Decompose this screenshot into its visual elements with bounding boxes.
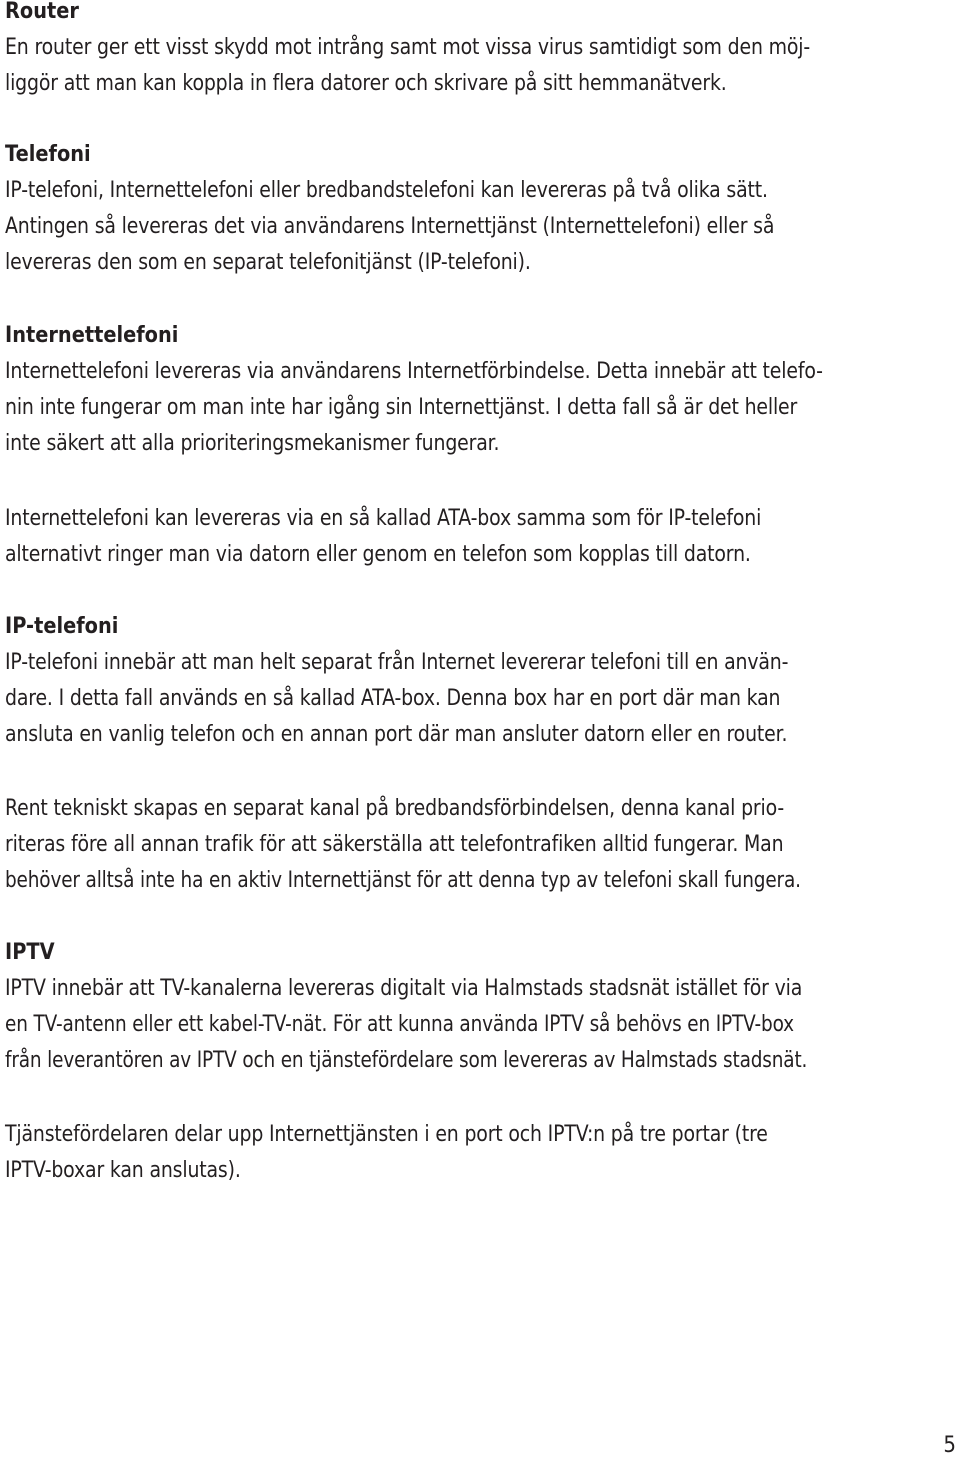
section-heading: Router bbox=[5, 0, 79, 24]
paragraph-tjanstefordelare bbox=[5, 1117, 955, 1189]
text-line: Antingen så levereras det via användarens Internettjänst (Internettelefoni) eller så bbox=[5, 214, 775, 239]
text-line: Rent tekniskt skapas en separat kanal på bredbandsförbindelsen, denna kanal prio- bbox=[5, 796, 785, 821]
text-line: nin inte fungerar om man inte har igång sin Internettjänst. I detta fall så är det heller bbox=[5, 395, 798, 420]
text-line: ansluta en vanlig telefon och en annan port där man ansluter datorn eller en router. bbox=[5, 722, 788, 747]
text-line: behöver alltså inte ha en aktiv Internettjänst för att denna typ av telefoni skall fungera. bbox=[5, 868, 801, 893]
text-line: riteras före all annan trafik för att säkerställa att telefontrafiken alltid fungerar. Man bbox=[5, 832, 784, 857]
text-line: alternativt ringer man via datorn eller genom en telefon som kopplas till datorn. bbox=[5, 542, 751, 567]
section-heading: IPTV bbox=[5, 940, 55, 965]
page-number: 5 bbox=[943, 1433, 956, 1458]
text-line: liggör att man kan koppla in flera datorer och skrivare på sitt hemmanätverk. bbox=[5, 71, 727, 96]
section-heading: IP-telefoni bbox=[5, 614, 119, 639]
section-internettelefoni bbox=[5, 318, 955, 462]
paragraph-ata-box bbox=[5, 501, 955, 573]
text-line: levereras den som en separat telefonitjänst (IP-telefoni). bbox=[5, 250, 531, 275]
text-line: inte säkert att alla prioriteringsmekanismer fungerar. bbox=[5, 431, 500, 456]
section-telefoni bbox=[5, 137, 955, 281]
text-line: dare. I detta fall används en så kallad ATA-box. Denna box har en port där man kan bbox=[5, 686, 781, 711]
text-line: IP-telefoni, Internettelefoni eller bredbandstelefoni kan levereras på två olika sätt. bbox=[5, 178, 768, 203]
paragraph-separat-kanal bbox=[5, 791, 955, 899]
section-ip-telefoni bbox=[5, 609, 955, 753]
text-line: från leverantören av IPTV och en tjänstefördelare som levereras av Halmstads stadsnät. bbox=[5, 1048, 808, 1073]
text-line: IPTV innebär att TV-kanalerna levereras digitalt via Halmstads stadsnät istället för via bbox=[5, 976, 803, 1001]
text-line: Tjänstefördelaren delar upp Internettjänsten i en port och IPTV:n på tre portar (tre bbox=[5, 1122, 768, 1147]
text-line: Internettelefoni levereras via användarens Internetförbindelse. Detta innebär att telefo- bbox=[5, 359, 823, 384]
section-router bbox=[5, 0, 955, 102]
section-heading: Internettelefoni bbox=[5, 323, 179, 348]
section-heading: Telefoni bbox=[5, 142, 91, 167]
section-iptv bbox=[5, 935, 955, 1079]
text-line: IP-telefoni innebär att man helt separat från Internet levererar telefoni till en använ- bbox=[5, 650, 789, 675]
text-line: IPTV-boxar kan anslutas). bbox=[5, 1158, 241, 1183]
text-line: en TV-antenn eller ett kabel-TV-nät. För att kunna använda IPTV så behövs en IPTV-box bbox=[5, 1012, 794, 1037]
text-line: En router ger ett visst skydd mot intrång samt mot vissa virus samtidigt som den möj- bbox=[5, 35, 811, 60]
text-line: Internettelefoni kan levereras via en så kallad ATA-box samma som för IP-telefoni bbox=[5, 506, 762, 531]
